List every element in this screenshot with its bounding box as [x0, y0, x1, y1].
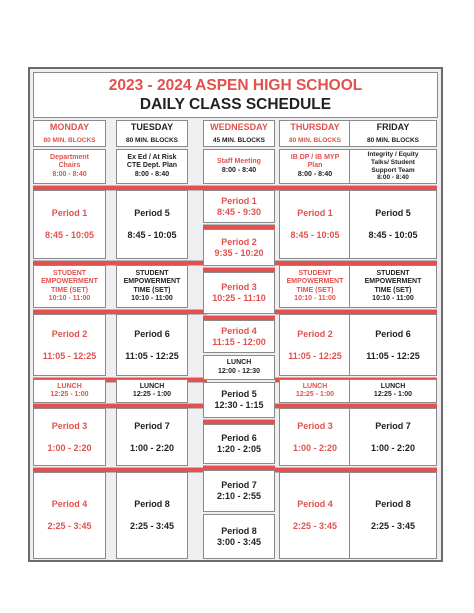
meeting-line: Integrity / Equity: [367, 151, 419, 159]
period-name: Period 3: [297, 420, 333, 431]
wednesday-morning-meeting: [203, 149, 275, 184]
lunch-label: LUNCH: [380, 382, 406, 390]
wednesday-period-3: [203, 272, 275, 314]
wednesday-period-1: [203, 190, 275, 223]
header-thursday: [279, 120, 351, 147]
friday-period-5: [349, 190, 437, 259]
meeting-line: Plan: [307, 162, 323, 170]
wednesday-period-8: [203, 514, 275, 559]
monday-period-2: [33, 314, 106, 376]
friday-set: [349, 265, 437, 308]
period-name: Period 2: [51, 328, 88, 339]
period-name: Period 4: [51, 499, 88, 510]
tuesday-period-6: [116, 314, 188, 376]
period-time: 11:15 - 12:00: [212, 336, 266, 347]
header-blocks: 80 MIN. BLOCKS: [366, 137, 419, 145]
header-blocks: 80 MIN. BLOCKS: [288, 137, 341, 145]
header-day: TUESDAY: [130, 121, 174, 132]
schedule-title: DAILY CLASS SCHEDULE: [139, 96, 332, 113]
set-line: EMPOWERMENT: [364, 278, 422, 286]
thursday-period-3: [279, 408, 351, 466]
set-line: EMPOWERMENT: [123, 278, 181, 286]
thursday-morning-meeting: [279, 149, 351, 184]
header-day: WEDNESDAY: [210, 121, 268, 132]
set-line: TIME (SET): [133, 286, 171, 294]
set-line: TIME (SET): [374, 286, 412, 294]
period-name: Period 8: [134, 499, 170, 510]
period-time: 1:00 - 2:20: [292, 442, 338, 453]
meeting-line: CTE Dept. Plan: [126, 162, 178, 170]
set-line: EMPOWERMENT: [41, 278, 98, 286]
tuesday-lunch: [116, 379, 188, 403]
monday-morning-meeting: [33, 149, 106, 184]
header-friday: [349, 120, 437, 147]
wednesday-lunch: [203, 355, 275, 380]
wednesday-period-5: [203, 382, 275, 418]
period-name: Period 4: [297, 499, 333, 510]
tuesday-set: [116, 265, 188, 308]
period-time: 1:20 - 2:05: [216, 444, 262, 454]
period-name: Period 3: [221, 282, 257, 293]
set-line: STUDENT: [52, 270, 87, 277]
period-time: 11:05 - 12:25: [125, 350, 179, 361]
period-name: Period 2: [297, 328, 333, 339]
thursday-set: [279, 265, 351, 308]
tuesday-morning-meeting: [116, 149, 188, 184]
thursday-period-1: [279, 190, 351, 259]
school-year-title: 2023 - 2024 ASPEN HIGH SCHOOL: [108, 77, 363, 94]
meeting-line: Support Team: [371, 166, 415, 174]
lunch-time: 12:25 - 1:00: [295, 391, 335, 398]
tuesday-period-5: [116, 190, 188, 259]
period-name: Period 1: [297, 208, 333, 219]
period-name: Period 7: [221, 480, 257, 491]
friday-lunch: [349, 379, 437, 403]
set-line: TIME (SET): [51, 286, 88, 294]
period-name: Period 5: [221, 389, 257, 400]
lunch-time: 12:25 - 1:00: [50, 391, 89, 398]
period-time: 2:10 - 2:55: [216, 491, 262, 501]
lunch-label: LUNCH: [226, 359, 252, 367]
meeting-line: Talks/ Student: [371, 158, 415, 166]
set-time: 10:10 - 11:00: [131, 294, 173, 302]
schedule-frame: [28, 67, 443, 562]
header-day: THURSDAY: [290, 121, 340, 132]
monday-period-1: [33, 190, 106, 259]
thursday-period-4: [279, 472, 351, 559]
set-line: STUDENT: [298, 270, 332, 277]
period-time: 11:05 - 12:25: [288, 350, 342, 361]
lunch-time: 12:25 - 1:00: [373, 391, 413, 398]
friday-period-6: [349, 314, 437, 376]
set-time: 10:10 - 11:00: [372, 294, 414, 302]
period-time: 1:00 - 2:20: [47, 442, 92, 453]
period-name: Period 5: [134, 208, 170, 219]
title-box: [33, 72, 438, 118]
lunch-label: LUNCH: [57, 382, 82, 390]
monday-lunch: [33, 379, 106, 403]
meeting-time: 8:00 - 8:40: [221, 166, 257, 174]
period-time: 3:00 - 3:45: [216, 536, 262, 547]
period-time: 8:45 - 10:05: [44, 230, 95, 240]
period-name: Period 5: [375, 208, 411, 219]
period-name: Period 7: [134, 420, 170, 431]
period-name: Period 3: [51, 420, 88, 431]
period-name: Period 6: [375, 328, 411, 339]
wednesday-period-6: [203, 424, 275, 464]
lunch-time: 12:00 - 12:30: [217, 367, 261, 375]
meeting-time: 8:00 - 8:40: [377, 174, 409, 182]
period-time: 11:05 - 12:25: [42, 350, 97, 361]
friday-morning-meeting: [349, 149, 437, 184]
period-time: 2:25 - 3:45: [370, 521, 416, 531]
thursday-period-2: [279, 314, 351, 376]
period-time: 2:25 - 3:45: [129, 521, 175, 531]
tuesday-period-7: [116, 408, 188, 466]
period-time: 8:45 - 9:30: [216, 206, 262, 217]
period-name: Period 6: [221, 433, 257, 444]
period-time: 10:25 - 11:10: [212, 293, 266, 303]
period-name: Period 4: [221, 325, 257, 336]
period-time: 1:00 - 2:20: [370, 442, 416, 453]
header-blocks: 80 MIN. BLOCKS: [125, 137, 178, 145]
wednesday-period-7: [203, 470, 275, 512]
period-time: 8:45 - 10:05: [368, 230, 418, 240]
period-name: Period 1: [51, 208, 88, 219]
header-day: MONDAY: [49, 121, 90, 132]
lunch-time: 12:25 - 1:00: [132, 391, 172, 398]
period-name: Period 6: [134, 328, 170, 339]
period-time: 8:45 - 10:05: [127, 230, 177, 240]
period-name: Period 8: [375, 499, 411, 510]
lunch-label: LUNCH: [139, 382, 165, 390]
header-blocks: 80 MIN. BLOCKS: [43, 137, 96, 145]
tuesday-period-8: [116, 472, 188, 559]
monday-period-3: [33, 408, 106, 466]
thursday-lunch: [279, 379, 351, 403]
meeting-line: Staff Meeting: [217, 158, 261, 166]
friday-period-8: [349, 472, 437, 559]
monday-period-4: [33, 472, 106, 559]
meeting-line: Chairs: [58, 162, 81, 170]
set-time: 10:10 - 11:00: [48, 294, 91, 302]
header-tuesday: [116, 120, 188, 147]
meeting-line: IB DP / IB MYP: [290, 154, 340, 162]
set-line: EMPOWERMENT: [286, 278, 344, 286]
meeting-time: 8:00 - 8:40: [297, 170, 333, 178]
meeting-line: Ex Ed / At Risk: [127, 154, 177, 162]
period-name: Period 8: [221, 525, 257, 536]
period-time: 12:30 - 1:15: [214, 400, 264, 410]
set-line: TIME (SET): [296, 286, 334, 294]
period-time: 9:35 - 10:20: [214, 247, 264, 258]
meeting-time: 8:00 - 8:40: [52, 170, 87, 178]
header-day: FRIDAY: [376, 121, 410, 132]
period-name: Period 7: [375, 420, 411, 431]
header-wednesday: [203, 120, 275, 147]
meeting-time: 8:00 - 8:40: [134, 170, 170, 178]
lunch-label: LUNCH: [302, 382, 328, 390]
period-time: 2:25 - 3:45: [292, 521, 338, 531]
header-blocks: 45 MIN. BLOCKS: [212, 137, 265, 145]
header-monday: [33, 120, 106, 147]
meeting-line: Department: [50, 154, 89, 162]
period-time: 8:45 - 10:05: [290, 230, 340, 240]
period-time: 1:00 - 2:20: [129, 442, 175, 453]
wednesday-period-2: [203, 229, 275, 266]
friday-period-7: [349, 408, 437, 466]
period-name: Period 1: [221, 195, 257, 206]
period-time: 2:25 - 3:45: [47, 521, 92, 531]
set-line: STUDENT: [135, 270, 169, 277]
wednesday-period-4: [203, 320, 275, 353]
period-name: Period 2: [221, 236, 257, 247]
set-time: 10:10 - 11:00: [294, 294, 336, 302]
period-time: 11:05 - 12:25: [366, 350, 420, 361]
set-line: STUDENT: [376, 270, 410, 277]
monday-set: [33, 265, 106, 308]
